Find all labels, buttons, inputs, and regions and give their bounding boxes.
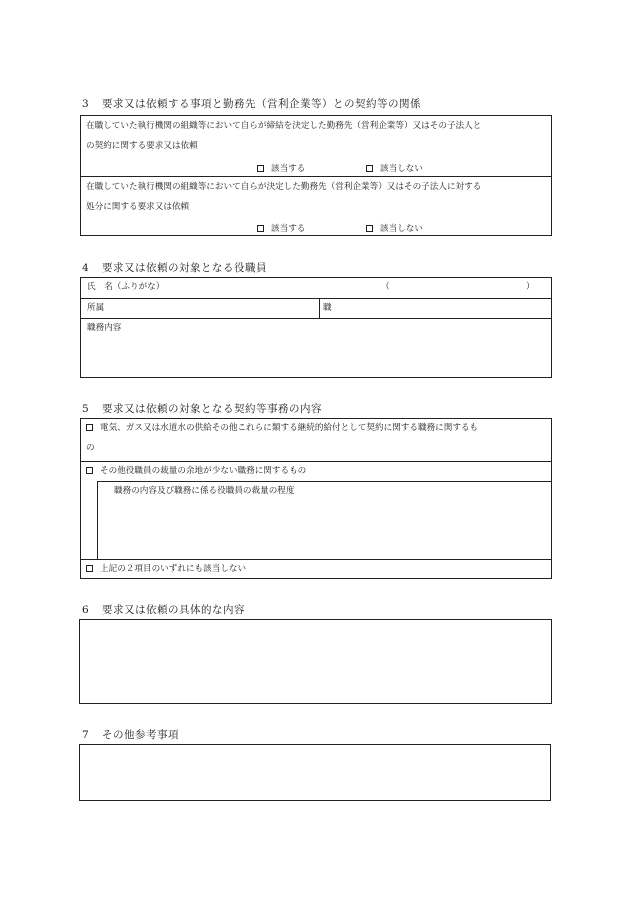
disposition-question-line1: 在職していた執行機関の組織等において自らが決定した勤務先（営利企業等）又はその子法人に対する xyxy=(86,182,482,192)
section-3-table xyxy=(80,115,552,236)
contract-no-checkbox[interactable] xyxy=(366,165,373,172)
section-6-title: 6 要求又は依頼の具体的な内容 xyxy=(82,604,245,616)
utility-option-line1[interactable]: 電気、ガス又は水道水の供給その他これらに類する継続的給付として契約に関する職務に関するも xyxy=(86,419,478,438)
contract-question-line2: の契約に関する要求又は依頼 xyxy=(86,141,198,151)
duties-row xyxy=(81,318,551,378)
affiliation-label: 所属 xyxy=(87,303,105,313)
section-5-title: 5 要求又は依頼の対象となる契約等事務の内容 xyxy=(82,403,322,415)
section-4-title: 4 要求又は依頼の対象となる役職員 xyxy=(82,262,267,274)
section-4-table xyxy=(80,277,552,378)
reference-notes-box[interactable] xyxy=(79,744,551,801)
disposition-no-checkbox[interactable] xyxy=(366,225,373,232)
utility-option-line2: の xyxy=(86,443,95,453)
contract-no-option[interactable]: 該当しない xyxy=(366,162,423,174)
duties-label: 職務内容 xyxy=(87,323,122,333)
contract-yes-option[interactable]: 該当する xyxy=(257,162,305,174)
disposition-yes-checkbox[interactable] xyxy=(257,225,264,232)
name-paren-open: （ xyxy=(381,282,390,292)
contract-question-line1: 在職していた執行機関の組織等において自らが締結を決定した勤務先（営利企業等）又はその子法人と xyxy=(86,121,482,131)
low-discretion-option[interactable]: その他役職員の裁量の余地が少ない職務に関するもの xyxy=(86,462,306,481)
specific-content-box[interactable] xyxy=(79,619,552,704)
disposition-no-option[interactable]: 該当しない xyxy=(366,222,423,234)
none-option[interactable]: 上記の２項目のいずれにも該当しない xyxy=(86,560,246,579)
name-furigana-label: 氏 名（ふりがな） xyxy=(87,282,165,292)
utility-checkbox[interactable] xyxy=(86,424,93,431)
contract-yes-checkbox[interactable] xyxy=(257,165,264,172)
disposition-row xyxy=(81,176,551,236)
section-5-table xyxy=(80,418,552,579)
position-label: 職 xyxy=(323,303,332,313)
disposition-yes-option[interactable]: 該当する xyxy=(257,222,305,234)
low-discretion-row xyxy=(81,461,551,559)
section-7-title: 7 その他参考事項 xyxy=(82,729,179,741)
discretion-detail-label: 職務の内容及び職務に係る役職員の裁量の程度 xyxy=(114,486,295,496)
name-paren-close: ） xyxy=(526,282,535,292)
low-discretion-checkbox[interactable] xyxy=(86,467,93,474)
discretion-detail-box[interactable] xyxy=(97,481,551,559)
none-row xyxy=(81,559,551,579)
affiliation-row xyxy=(81,298,551,318)
disposition-question-line2: 処分に関する要求又は依頼 xyxy=(86,202,190,212)
section-3-title: 3 要求又は依頼する事項と勤務先（営利企業等）との契約等の関係 xyxy=(82,98,421,110)
none-checkbox[interactable] xyxy=(86,565,93,572)
